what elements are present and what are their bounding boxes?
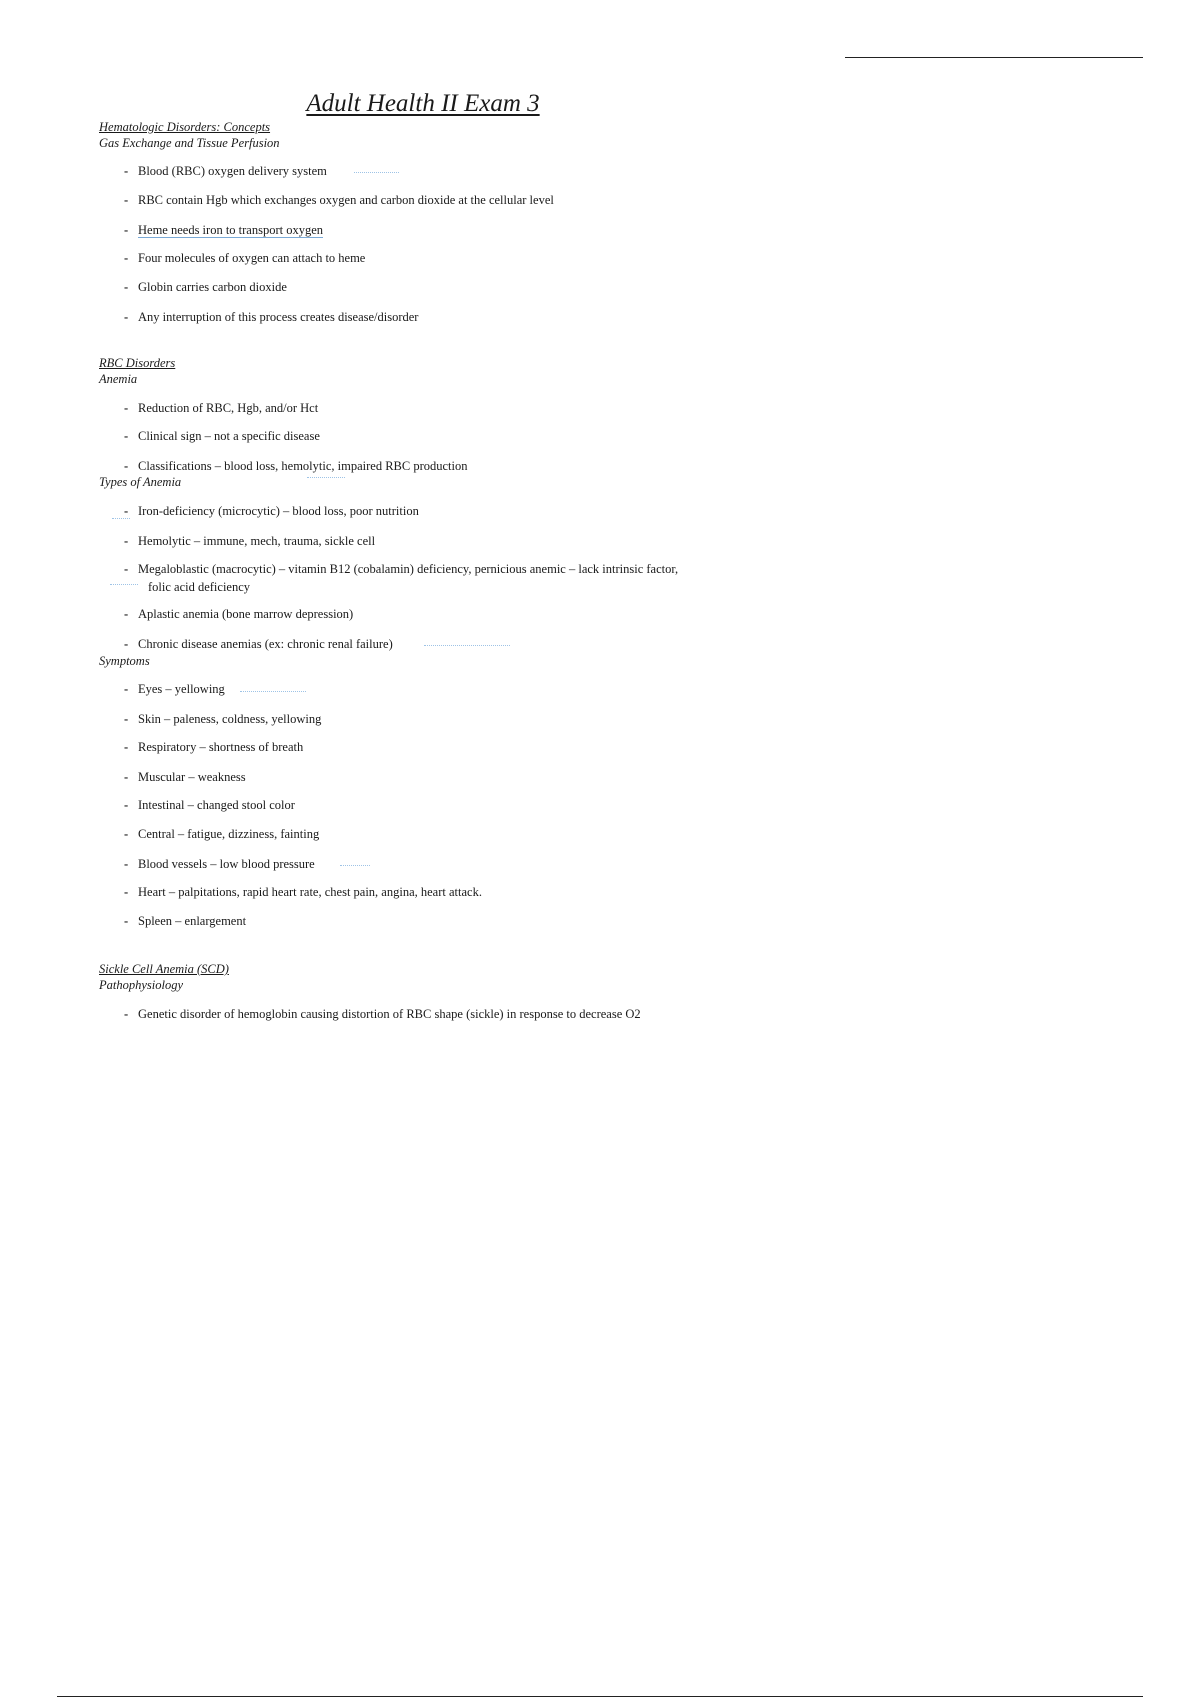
bullet-marker: - [124,534,129,548]
list-item [124,883,482,901]
bullet-marker: - [124,251,129,265]
list-item [124,162,327,180]
bullet-marker: - [124,504,129,518]
list-item [124,855,315,873]
list-item-text: Genetic disorder of hemoglobin causing distortion of RBC shape (sickle) in response to decrease O2 [138,1007,641,1021]
bullet-marker: - [124,459,129,473]
list-item-text: Globin carries carbon dioxide [138,280,287,294]
subheading-types-of-anemia: Types of Anemia [99,475,182,489]
bullet-marker: - [124,164,129,178]
list-item [124,278,287,296]
subheading-anemia: Anemia [99,372,138,386]
list-item [124,249,365,267]
list-item-text: Heme needs iron to transport oxygen [138,223,324,237]
list-item-text: Skin – paleness, coldness, yellowing [138,712,322,726]
list-item-text: Muscular – weakness [138,770,246,784]
list-item-text: Hemolytic – immune, mech, trauma, sickle cell [138,534,376,548]
list-item-text: Eyes – yellowing [138,682,225,696]
subheading-pathophysiology: Pathophysiology [99,978,184,992]
list-item [124,825,319,843]
list-item [124,1005,641,1023]
list-item-text: Aplastic anemia (bone marrow depression) [138,607,354,621]
subheading-symptoms: Symptoms [99,654,150,668]
bullet-marker: - [124,798,129,812]
list-item-text: Respiratory – shortness of breath [138,740,304,754]
handwritten-annotation [110,584,138,585]
list-item [124,680,225,698]
footer-rule [57,1696,1143,1697]
list-item-text: Central – fatigue, dizziness, fainting [138,827,320,841]
page-title: Adult Health II Exam 3 [306,90,540,117]
list-item-text: Heart – palpitations, rapid heart rate, chest pain, angina, heart attack. [138,885,482,899]
list-item [124,427,320,445]
handwritten-annotation [307,477,345,478]
list-item-text: Clinical sign – not a specific disease [138,429,320,443]
bullet-marker: - [124,280,129,294]
list-item [124,560,678,596]
list-item-text: Classifications – blood loss, hemolytic, impaired RBC production [138,459,468,473]
bullet-marker: - [124,193,129,207]
handwritten-annotation [240,691,306,692]
bullet-marker: - [124,857,129,871]
list-item-text: Four molecules of oxygen can attach to heme [138,251,366,265]
handwritten-annotation [340,865,370,866]
bullet-marker: - [124,1007,129,1021]
list-item-text: Blood (RBC) oxygen delivery system [138,164,327,178]
bullet-marker: - [124,885,129,899]
bullet-marker: - [124,770,129,784]
bullet-marker: - [124,310,129,324]
list-item-text: RBC contain Hgb which exchanges oxygen and carbon dioxide at the cellular level [138,193,554,207]
list-item [124,308,418,326]
section-heading-hematologic: Hematologic Disorders: Concepts [99,120,271,134]
list-item-text: Spleen – enlargement [138,914,247,928]
bullet-marker: - [124,607,129,621]
list-item-text: Any interruption of this process creates disease/disorder [138,310,419,324]
list-item [124,457,468,475]
list-item [124,532,375,550]
bullet-marker: - [124,637,129,651]
list-item [124,191,554,209]
list-item-text: Megaloblastic (macrocytic) – vitamin B12 (cobalamin) deficiency, pernicious anemic – lack intrinsic factor, [138,562,679,576]
bullet-marker: - [124,712,129,726]
handwritten-annotation [424,645,510,646]
bullet-marker: - [124,827,129,841]
bullet-marker: - [124,562,129,576]
list-item [124,796,295,814]
list-item-text: Iron-deficiency (microcytic) – blood loss, poor nutrition [138,504,419,518]
bullet-marker: - [124,682,129,696]
list-item [124,399,318,417]
subheading-gas-exchange: Gas Exchange and Tissue Perfusion [99,136,280,150]
list-item [124,502,419,520]
section-heading-rbc-disorders: RBC Disorders [99,356,176,370]
list-item [124,738,303,756]
bullet-marker: - [124,223,129,237]
list-item-text: Reduction of RBC, Hgb, and/or Hct [138,401,319,415]
list-item [124,635,393,653]
list-item-text: Blood vessels – low blood pressure [138,857,315,871]
list-item [124,912,246,930]
section-heading-sickle-cell: Sickle Cell Anemia (SCD) [99,962,229,976]
list-item [124,605,353,623]
handwritten-annotation [112,518,130,519]
list-item [124,221,323,239]
list-item [124,710,321,728]
list-item [124,768,246,786]
handwritten-annotation [354,172,399,173]
bullet-marker: - [124,429,129,443]
bullet-marker: - [124,401,129,415]
list-item-text: Intestinal – changed stool color [138,798,295,812]
list-item-continuation: folic acid deficiency [148,580,251,594]
list-item-text: Chronic disease anemias (ex: chronic renal failure) [138,637,393,651]
bullet-marker: - [124,914,129,928]
bullet-marker: - [124,740,129,754]
